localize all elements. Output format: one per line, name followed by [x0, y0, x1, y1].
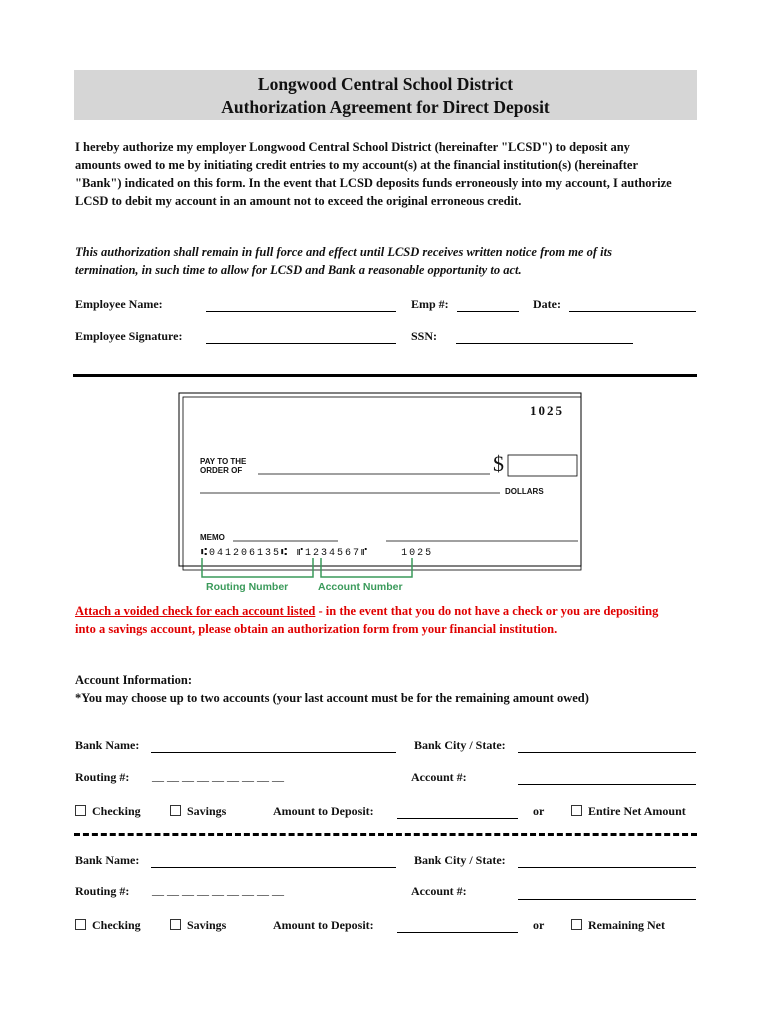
pay-to-line1: PAY TO THE	[200, 457, 247, 466]
checkbox-icon[interactable]	[75, 805, 86, 816]
checkbox-icon[interactable]	[75, 919, 86, 930]
entire-net-option[interactable]	[571, 804, 686, 819]
section-divider	[73, 374, 697, 377]
routing-field-2[interactable]: __ __ __ __ __ __ __ __ __	[152, 883, 284, 897]
account-number-caption: Account Number	[318, 581, 403, 593]
bank-name-field-2[interactable]	[151, 867, 396, 868]
micr-symbol: ⑆	[281, 548, 290, 559]
checkbox-icon[interactable]	[170, 919, 181, 930]
checkbox-icon[interactable]	[571, 919, 582, 930]
remaining-net-label: Remaining Net	[588, 918, 665, 932]
amount-label-1: Amount to Deposit:	[273, 804, 374, 818]
entire-net-label: Entire Net Amount	[588, 804, 686, 818]
micr-routing: 041206135	[209, 548, 282, 559]
routing-label-1: Routing #:	[75, 770, 130, 784]
attach-check-emphasis: Attach a voided check for each account listed	[75, 604, 316, 618]
form-header	[74, 70, 697, 120]
micr-account: 1234567	[305, 548, 362, 559]
employee-name-label: Employee Name:	[75, 297, 163, 311]
form-title: Authorization Agreement for Direct Deposit	[221, 97, 550, 117]
bank-name-label-2: Bank Name:	[75, 853, 140, 867]
pay-to-line2: ORDER OF	[200, 466, 243, 475]
checking-option-1[interactable]	[75, 804, 141, 819]
dollars-label: DOLLARS	[505, 487, 544, 496]
account-label-1: Account #:	[411, 770, 467, 784]
date-field[interactable]	[569, 311, 696, 312]
account-field-2[interactable]	[518, 899, 696, 900]
check-number: 1025	[530, 403, 564, 418]
micr-symbol: ⑆	[201, 548, 209, 559]
ssn-label: SSN:	[411, 329, 438, 343]
dollar-sign: $	[493, 451, 504, 476]
termination-notice: This authorization shall remain in full force and effect until LCSD receives written notice from me of its termination, in such time to allow for LCSD and Bank a reasonable opportunity to act.	[75, 245, 612, 277]
checking-label-1: Checking	[92, 804, 141, 818]
pay-to-label	[200, 457, 246, 475]
employee-signature-label: Employee Signature:	[75, 329, 183, 343]
emp-number-field[interactable]	[457, 311, 519, 312]
savings-option-2[interactable]	[170, 918, 226, 933]
account-info-note: *You may choose up to two accounts (your last account must be for the remaining amount owed)	[75, 691, 589, 705]
bank-city-field-2[interactable]	[518, 867, 696, 868]
employee-signature-field[interactable]	[206, 343, 396, 344]
sample-check-illustration	[178, 392, 591, 600]
memo-label: MEMO	[200, 533, 225, 542]
micr-symbol: ⑈	[297, 548, 306, 559]
amount-label-2: Amount to Deposit:	[273, 918, 374, 932]
bank-city-label-1: Bank City / State:	[414, 738, 506, 752]
amount-field-1[interactable]	[397, 818, 518, 819]
or-label-1: or	[533, 804, 545, 818]
micr-check-number: 1025	[401, 548, 434, 559]
emp-number-label: Emp #:	[411, 297, 449, 311]
bank-name-field-1[interactable]	[151, 752, 396, 753]
micr-line	[201, 547, 433, 559]
routing-number-caption: Routing Number	[206, 581, 289, 593]
checking-label-2: Checking	[92, 918, 141, 932]
bank-city-label-2: Bank City / State:	[414, 853, 506, 867]
attach-check-notice	[75, 602, 660, 638]
district-title: Longwood Central School District	[257, 74, 514, 94]
checking-option-2[interactable]	[75, 918, 141, 933]
bank-city-field-1[interactable]	[518, 752, 696, 753]
savings-label-1: Savings	[187, 804, 227, 818]
micr-symbol: ⑈	[361, 548, 370, 559]
authorization-paragraph: I hereby authorize my employer Longwood Central School District (hereinafter "LCSD") to deposit any amounts owed to me by initiating credit entries to my account(s) at the financial institution(s) (hereinafter "Bank") indicated on this form. In the event that LCSD deposits funds erroneously into my account, I authorize LCSD to debit my account in an amount not to exceed the original erroneous credit.	[75, 140, 672, 208]
savings-option-1[interactable]	[170, 804, 226, 819]
employee-name-field[interactable]	[206, 311, 396, 312]
account-info-title: Account Information:	[75, 673, 193, 687]
attach-check-detail: - in the event that you do not have a check or you are depositing into a savings account, please obtain an authorization form from your financial institution.	[75, 604, 659, 636]
or-label-2: or	[533, 918, 545, 932]
savings-label-2: Savings	[187, 918, 227, 932]
amount-field-2[interactable]	[397, 932, 518, 933]
account-field-1[interactable]	[518, 784, 696, 785]
account-divider	[74, 833, 697, 836]
checkbox-icon[interactable]	[170, 805, 181, 816]
ssn-field[interactable]	[456, 343, 633, 344]
routing-label-2: Routing #:	[75, 884, 130, 898]
routing-field-1[interactable]: __ __ __ __ __ __ __ __ __	[152, 769, 284, 783]
date-label: Date:	[533, 297, 561, 311]
remaining-net-option[interactable]	[571, 918, 665, 933]
account-label-2: Account #:	[411, 884, 467, 898]
checkbox-icon[interactable]	[571, 805, 582, 816]
bank-name-label-1: Bank Name:	[75, 738, 140, 752]
